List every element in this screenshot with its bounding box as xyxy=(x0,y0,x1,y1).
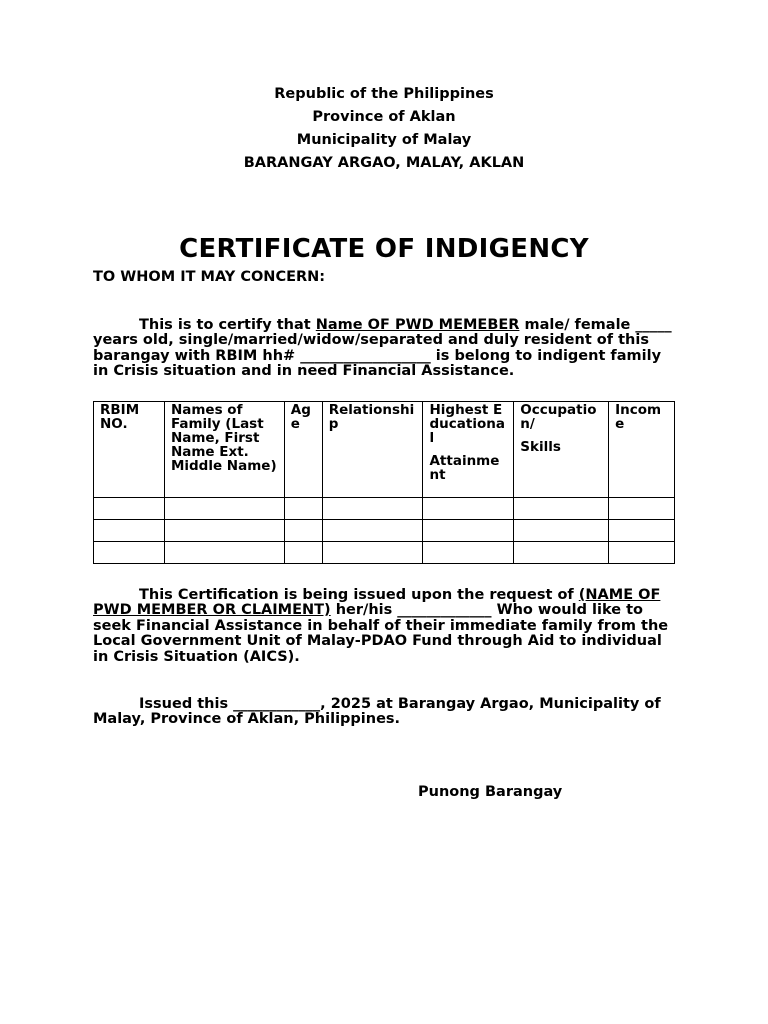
column-header-relationship: Relationship xyxy=(322,402,423,498)
column-header-names: Names of Family (Last Name, First Name Ext. Middle Name) xyxy=(164,402,284,498)
column-header-rbim: RBIM NO. xyxy=(94,402,165,498)
header-province: Province of Aklan xyxy=(312,109,456,125)
certification-paragraph xyxy=(93,318,678,380)
family-table xyxy=(93,401,675,564)
table-cell xyxy=(94,520,165,542)
table-cell xyxy=(609,498,675,520)
table-row xyxy=(94,542,675,564)
header-municipality: Municipality of Malay xyxy=(296,132,472,148)
table-cell xyxy=(514,520,609,542)
table-cell xyxy=(284,542,322,564)
table-cell xyxy=(423,520,514,542)
table-cell xyxy=(94,498,165,520)
table-cell xyxy=(322,542,423,564)
table-cell xyxy=(322,520,423,542)
column-header-education: Highest Educational Attainment xyxy=(423,402,514,498)
column-header-income: Income xyxy=(609,402,675,498)
table-cell xyxy=(514,542,609,564)
table-cell xyxy=(284,520,322,542)
paragraph1-rest: male/ female _____ years old, single/married/widow/separated and duly resident of this barangay with RBIM hh# __________________ is belong to indigent family in Crisis situation and in need Financial Assistance. xyxy=(93,317,672,380)
document-title: CERTIFICATE OF INDIGENCY xyxy=(179,234,589,264)
table-cell xyxy=(164,542,284,564)
paragraph2-lead: This Certification is being issued upon the request of xyxy=(139,587,579,603)
signatory-title: Punong Barangay xyxy=(418,784,563,800)
header-republic: Republic of the Philippines xyxy=(274,86,494,102)
table-cell xyxy=(423,542,514,564)
table-cell xyxy=(164,520,284,542)
claimant-name-placeholder: (NAME OF PWD MEMBER OR CLAIMENT) xyxy=(93,587,661,619)
table-cell xyxy=(164,498,284,520)
table-cell xyxy=(284,498,322,520)
salutation: TO WHOM IT MAY CONCERN: xyxy=(93,269,326,285)
paragraph3-text: Issued this ____________, 2025 at Barangay Argao, Municipality of Malay, Province of Aklan, Philippines. xyxy=(93,696,661,728)
paragraph2-rest: her/his _____________ Who would like to seek Financial Assistance in behalf of their immediate family from the Local Government Unit of Malay-PDAO Fund through Aid to individual in Crisis Situation (AICS). xyxy=(93,602,669,665)
table-cell xyxy=(609,542,675,564)
table-cell xyxy=(514,498,609,520)
column-header-age: Age xyxy=(284,402,322,498)
paragraph1-lead: This is to certify that xyxy=(139,317,316,333)
header-barangay: BARANGAY ARGAO, MALAY, AKLAN xyxy=(243,155,525,171)
table-cell xyxy=(94,542,165,564)
request-paragraph xyxy=(93,588,678,665)
table-row xyxy=(94,520,675,542)
table-cell xyxy=(322,498,423,520)
member-name-placeholder: Name OF PWD MEMEBER xyxy=(315,317,520,333)
table-cell xyxy=(423,498,514,520)
table-cell xyxy=(609,520,675,542)
table-header-row xyxy=(94,402,675,498)
table-row xyxy=(94,498,675,520)
issued-paragraph xyxy=(93,697,678,728)
column-header-occupation: Occupation/ Skills xyxy=(514,402,609,498)
